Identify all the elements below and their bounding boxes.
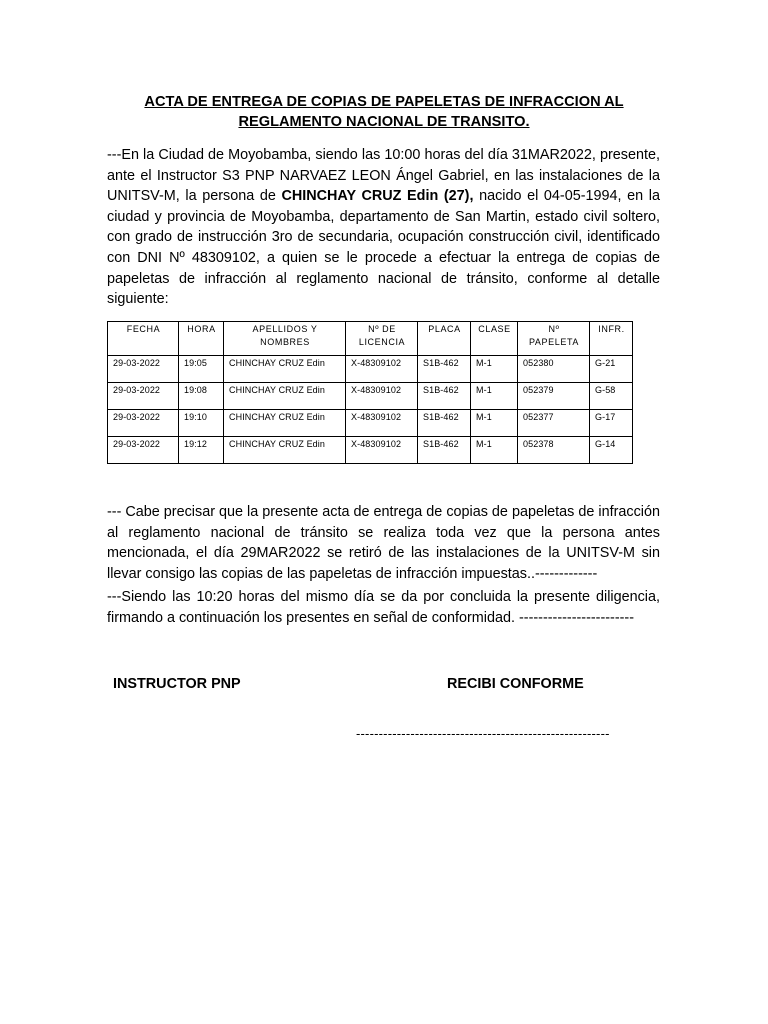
header-hora: HORA bbox=[179, 322, 224, 356]
cell-nombre: CHINCHAY CRUZ Edin bbox=[224, 437, 346, 464]
cell-papeleta: 052378 bbox=[518, 437, 590, 464]
papeletas-table bbox=[107, 321, 633, 464]
cell-placa: S1B-462 bbox=[418, 410, 471, 437]
cell-papeleta: 052380 bbox=[518, 356, 590, 383]
cell-hora: 19:12 bbox=[179, 437, 224, 464]
intro-text-start: ---En la Ciudad de Moyobamba, siendo las 10:00 horas del día 31MAR2022, presente, ante el Instructor S3 PNP NARVAEZ LEON Ángel Gabriel, en las instalaciones de la UNITSV-M, la persona de bbox=[107, 147, 660, 205]
cell-hora: 19:08 bbox=[179, 383, 224, 410]
cell-hora: 19:10 bbox=[179, 410, 224, 437]
header-licencia: Nº DE LICENCIA bbox=[346, 322, 418, 356]
cell-nombre: CHINCHAY CRUZ Edin bbox=[224, 356, 346, 383]
signature-line: -------------------------------------------------------- bbox=[356, 726, 610, 741]
cell-papeleta: 052377 bbox=[518, 410, 590, 437]
table-row bbox=[108, 383, 633, 410]
cell-hora: 19:05 bbox=[179, 356, 224, 383]
cell-licencia: X-48309102 bbox=[346, 410, 418, 437]
person-name-bold: CHINCHAY CRUZ Edin (27), bbox=[281, 188, 474, 205]
cell-nombre: CHINCHAY CRUZ Edin bbox=[224, 383, 346, 410]
document-title-line-2: REGLAMENTO NACIONAL DE TRANSITO. bbox=[238, 114, 530, 130]
cell-licencia: X-48309102 bbox=[346, 437, 418, 464]
cell-clase: M-1 bbox=[471, 437, 518, 464]
cell-infraccion: G-21 bbox=[590, 356, 633, 383]
header-placa: PLACA bbox=[418, 322, 471, 356]
clarification-paragraph: --- Cabe precisar que la presente acta de entrega de copias de papeletas de infracción al reglamento nacional de tránsito se realiza toda vez que la persona antes mencionada, el día 29MAR2022 se retiró de las instalaciones de la UNITSV-M sin llevar consigo las copias de las papeletas de infracción impuestas..------------- bbox=[107, 504, 660, 582]
cell-clase: M-1 bbox=[471, 410, 518, 437]
table-row bbox=[108, 437, 633, 464]
header-apellidos-nombres: APELLIDOS Y NOMBRES bbox=[224, 322, 346, 356]
table-header-row bbox=[108, 322, 633, 356]
cell-papeleta: 052379 bbox=[518, 383, 590, 410]
cell-infraccion: G-58 bbox=[590, 383, 633, 410]
cell-clase: M-1 bbox=[471, 383, 518, 410]
cell-infraccion: G-14 bbox=[590, 437, 633, 464]
header-fecha: FECHA bbox=[108, 322, 179, 356]
signature-label-instructor: INSTRUCTOR PNP bbox=[113, 676, 241, 692]
cell-clase: M-1 bbox=[471, 356, 518, 383]
signature-label-recibi: RECIBI CONFORME bbox=[447, 676, 584, 692]
cell-nombre: CHINCHAY CRUZ Edin bbox=[224, 410, 346, 437]
intro-paragraph bbox=[107, 145, 660, 310]
cell-licencia: X-48309102 bbox=[346, 356, 418, 383]
cell-placa: S1B-462 bbox=[418, 383, 471, 410]
header-infraccion: INFR. bbox=[590, 322, 633, 356]
cell-infraccion: G-17 bbox=[590, 410, 633, 437]
cell-fecha: 29-03-2022 bbox=[108, 410, 179, 437]
cell-placa: S1B-462 bbox=[418, 437, 471, 464]
header-clase: CLASE bbox=[471, 322, 518, 356]
document-title-line-1: ACTA DE ENTREGA DE COPIAS DE PAPELETAS DE INFRACCION AL bbox=[144, 94, 624, 110]
cell-fecha: 29-03-2022 bbox=[108, 437, 179, 464]
cell-licencia: X-48309102 bbox=[346, 383, 418, 410]
intro-text-end: nacido el 04-05-1994, en la ciudad y provincia de Moyobamba, departamento de San Martin, estado civil soltero, con grado de instrucción 3ro de secundaria, ocupación construcción civil, identificado con DNI Nº 48309102, a quien se le procede a efectuar la entrega de copias de papeletas de infracción al reglamento nacional de tránsito, conforme al detalle siguiente: bbox=[107, 188, 660, 308]
header-papeleta: Nº PAPELETA bbox=[518, 322, 590, 356]
cell-placa: S1B-462 bbox=[418, 356, 471, 383]
cell-fecha: 29-03-2022 bbox=[108, 356, 179, 383]
table-row bbox=[108, 356, 633, 383]
table-row bbox=[108, 410, 633, 437]
closing-paragraph: ---Siendo las 10:20 horas del mismo día se da por concluida la presente diligencia, firmando a continuación los presentes en señal de conformidad. ------------------------ bbox=[107, 589, 660, 626]
cell-fecha: 29-03-2022 bbox=[108, 383, 179, 410]
